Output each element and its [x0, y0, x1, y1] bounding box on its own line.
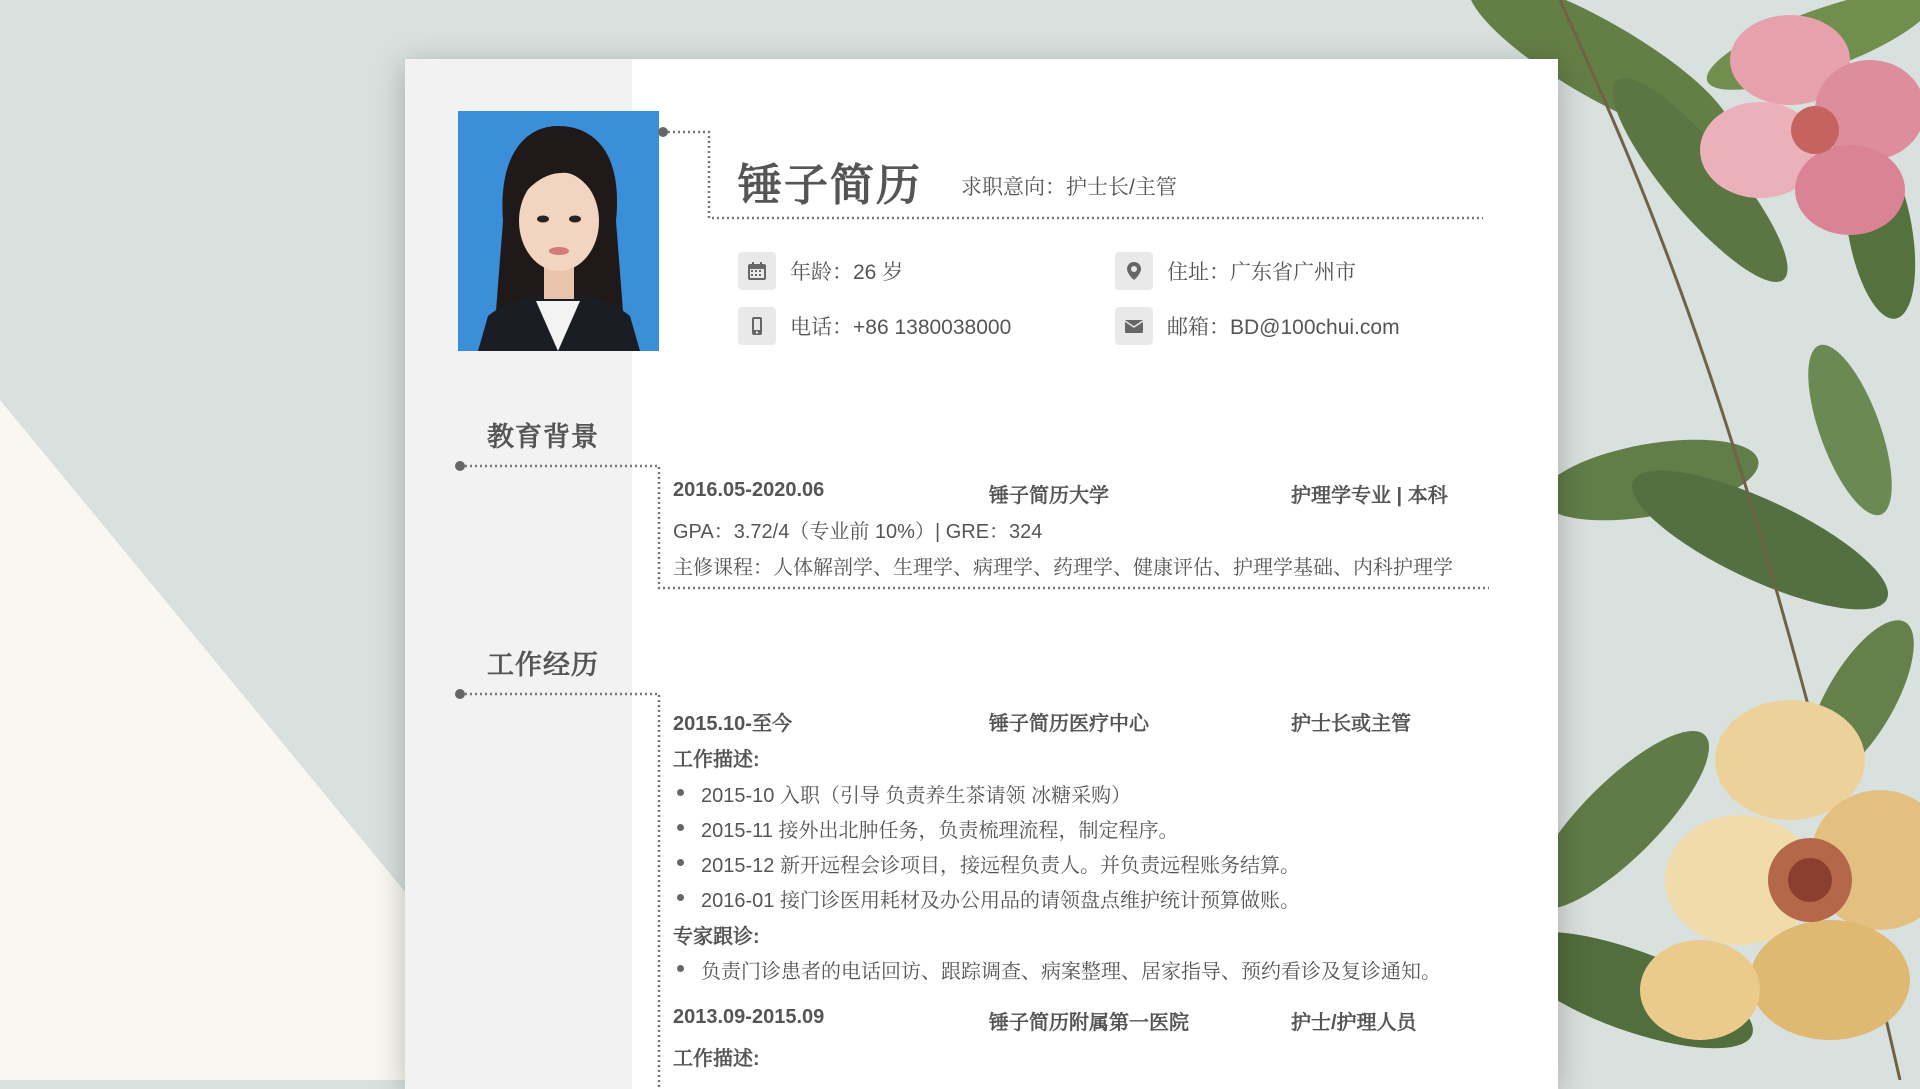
- resume-page: [405, 59, 1558, 1089]
- job1-period: 2015.10-至今: [673, 713, 792, 735]
- work-title: 工作经历: [487, 650, 599, 680]
- info-email-text: 邮箱：BD@100chui.com: [1167, 316, 1400, 339]
- info-phone-text: 电话：+86 1380038000: [790, 316, 1012, 339]
- job1-item-1: 2015-10 入职（引导 负责养生茶请领 冰糖采购）: [701, 779, 1131, 808]
- job2-company: 锤子简历附属第一医院: [989, 1012, 1189, 1034]
- job2-period: 2013.09-2015.09: [673, 1006, 825, 1028]
- job2-desc-label: 工作描述:: [673, 1048, 760, 1070]
- resume-name: 锤子简历: [738, 161, 922, 210]
- job2-position: 护士/护理人员: [1291, 1012, 1417, 1034]
- edu-school: 锤子简历大学: [989, 485, 1109, 507]
- location-pin-icon: [1115, 252, 1153, 290]
- info-address-text: 住址：广东省广州市: [1167, 261, 1356, 284]
- info-email: [1115, 307, 1400, 345]
- job1-desc-label: 工作描述:: [673, 749, 760, 771]
- job1-company: 锤子简历医疗中心: [989, 713, 1149, 735]
- envelope-icon: [1115, 307, 1153, 345]
- info-address: [1115, 252, 1356, 290]
- edu-period: 2016.05-2020.06: [673, 479, 825, 501]
- job1-position: 护士长或主管: [1291, 713, 1411, 735]
- job1-item-3: 2015-12 新开远程会诊项目，接远程负责人。并负责远程账务结算。: [701, 849, 1300, 878]
- phone-icon: [738, 307, 776, 345]
- job1-expert-label: 专家跟诊:: [673, 926, 760, 948]
- job1-item-4: 2016-01 接门诊医用耗材及办公用品的请领盘点维护统计预算做账。: [701, 884, 1300, 913]
- calendar-icon: [738, 252, 776, 290]
- edu-courses: 主修课程：人体解剖学、生理学、病理学、药理学、健康评估、护理学基础、内科护理学: [673, 557, 1453, 579]
- job1-item-2: 2015-11 接外出北肿任务，负责梳理流程，制定程序。: [701, 814, 1178, 843]
- job-intent: 求职意向：护士长/主管: [961, 176, 1177, 199]
- info-phone: [738, 307, 1011, 345]
- info-age-text: 年龄：26 岁: [790, 261, 904, 284]
- job1-expert-item-1: 负责门诊患者的电话回访、跟踪调查、病案整理、居家指导、预约看诊及复诊通知。: [701, 955, 1441, 984]
- edu-major: 护理学专业 | 本科: [1291, 485, 1448, 507]
- info-age: [738, 252, 903, 290]
- edu-gpa: GPA：3.72/4（专业前 10%）| GRE：324: [673, 521, 1043, 543]
- education-title: 教育背景: [487, 422, 599, 452]
